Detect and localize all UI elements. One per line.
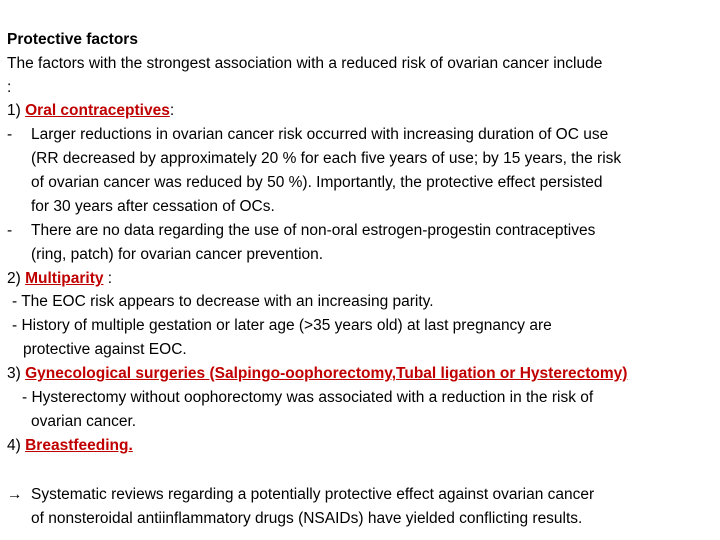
list-item-gynecological-surgeries xyxy=(7,364,627,384)
item-label: Multiparity xyxy=(25,270,104,287)
arrow-icon: → xyxy=(7,486,23,503)
bullet-line: (RR decreased by approximately 20 % for each five years of use; by 15 years, the risk xyxy=(31,150,622,167)
bullet-line: There are no data regarding the use of non-oral estrogen-progestin contraceptives xyxy=(31,222,596,239)
list-item-breastfeeding xyxy=(7,436,133,456)
bullet-line: ovarian cancer. xyxy=(31,413,137,430)
bullet-line: Larger reductions in ovarian cancer risk occurred with increasing duration of OC use xyxy=(31,126,609,143)
item-number: 2) xyxy=(7,270,21,287)
bullet-line: - Hysterectomy without oophorectomy was associated with a reduction in the risk of xyxy=(22,389,594,406)
bullet-marker: - xyxy=(7,222,13,239)
item-label: Oral contraceptives xyxy=(25,102,170,119)
item-label: Gynecological surgeries (Salpingo-oophorectomy,Tubal ligation or Hysterectomy) xyxy=(25,365,628,382)
item-number: 4) xyxy=(7,437,21,454)
bullet-line: (ring, patch) for ovarian cancer prevention. xyxy=(31,246,324,263)
slide-title: Protective factors xyxy=(7,31,138,48)
bullet-line: for 30 years after cessation of OCs. xyxy=(31,198,275,215)
item-number: 1) xyxy=(7,102,21,119)
item-number: 3) xyxy=(7,365,21,382)
list-item-multiparity xyxy=(7,269,112,289)
note-line: of nonsteroidal antiinflammatory drugs (NSAIDs) have yielded conflicting results. xyxy=(31,510,583,527)
bullet-line: - The EOC risk appears to decrease with an increasing parity. xyxy=(12,293,434,310)
bullet-line: protective against EOC. xyxy=(23,341,187,358)
note-line: Systematic reviews regarding a potentially protective effect against ovarian cancer xyxy=(31,486,595,503)
item-label: Breastfeeding. xyxy=(25,437,133,454)
bullet-line: - History of multiple gestation or later age (>35 years old) at last pregnancy are xyxy=(12,317,552,334)
item-suffix: : xyxy=(169,102,175,119)
bullet-line: of ovarian cancer was reduced by 50 %). Importantly, the protective effect persisted xyxy=(31,174,603,191)
intro-colon: : xyxy=(7,79,12,96)
intro-text: The factors with the strongest association with a reduced risk of ovarian cancer include xyxy=(7,55,603,72)
list-item-oral-contraceptives xyxy=(7,101,174,121)
item-suffix: : xyxy=(103,270,113,287)
bullet-marker: - xyxy=(7,126,13,143)
